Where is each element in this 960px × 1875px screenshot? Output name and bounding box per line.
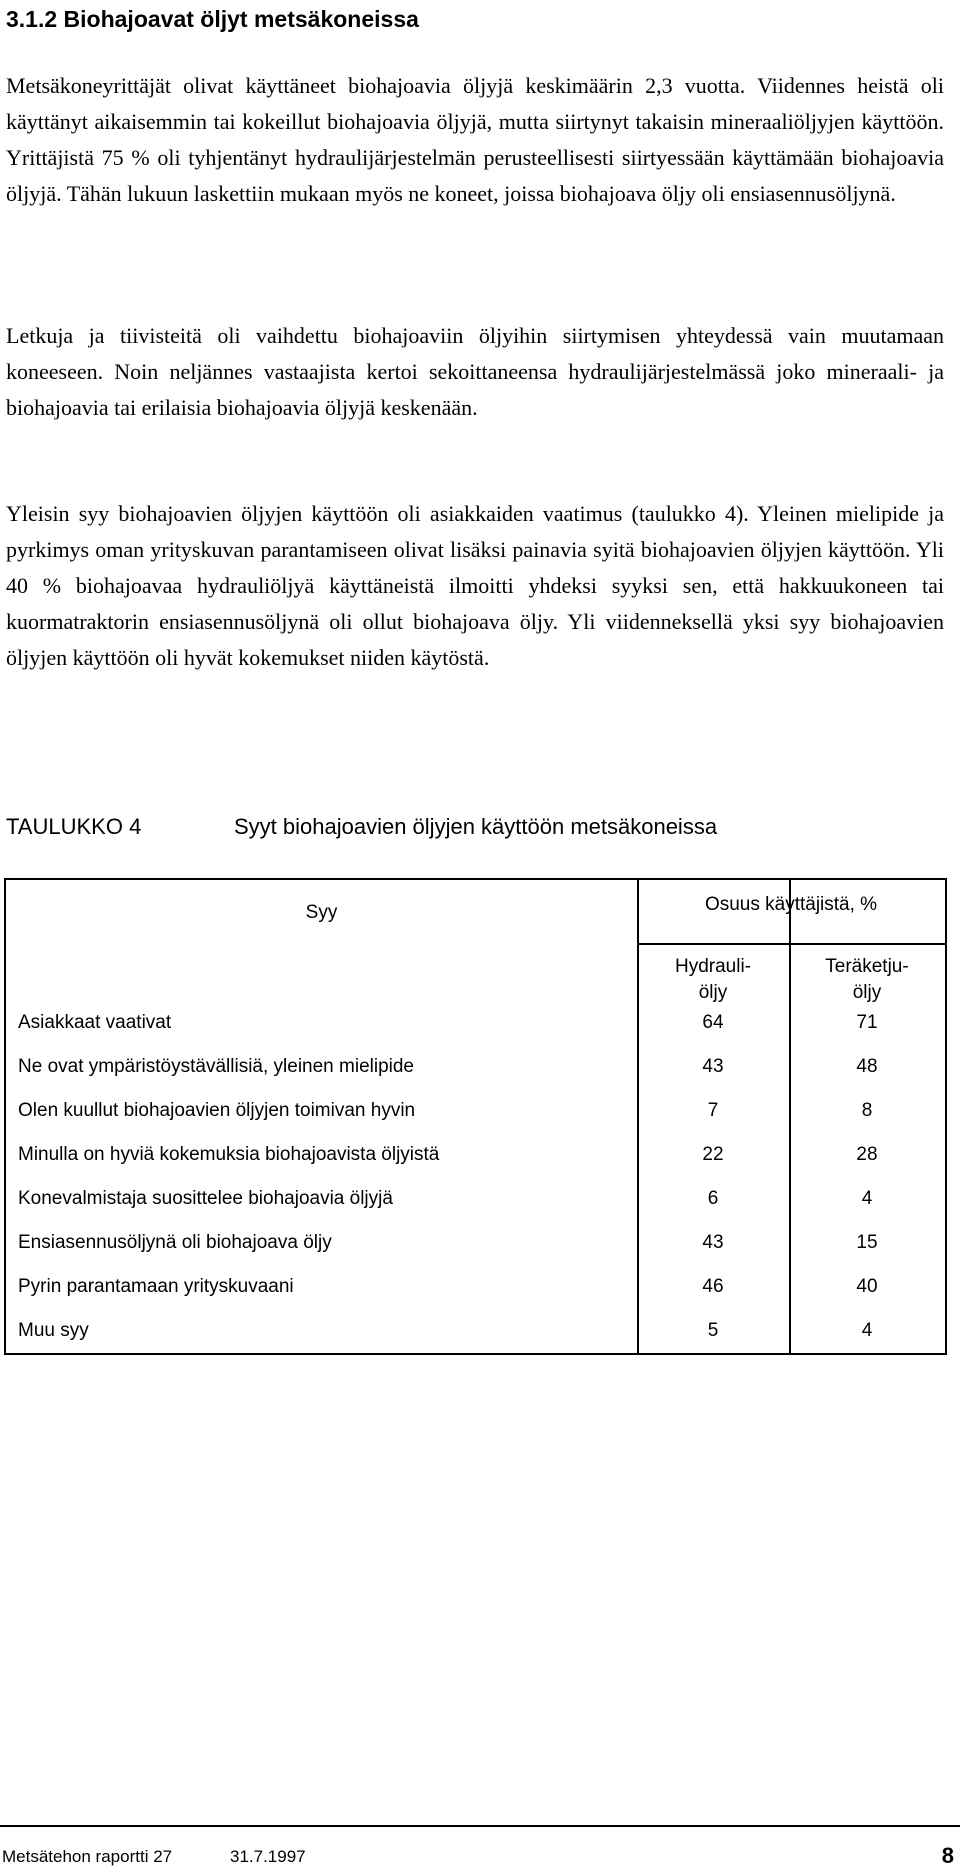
footer-source: Metsätehon raportti 27 — [2, 1847, 173, 1866]
row-reason: Asiakkaat vaativat — [18, 1012, 172, 1033]
page-footer — [0, 1825, 960, 1867]
row-hydraulic-value: 43 — [702, 1056, 724, 1077]
table-row — [6, 1230, 945, 1274]
row-hydraulic-value: 5 — [707, 1320, 719, 1341]
header-hydraulic-oil-line1: Hydrauli- — [674, 956, 752, 977]
row-hydraulic-value: 6 — [707, 1188, 719, 1209]
header-chain-oil-line1: Teräketju- — [825, 956, 909, 977]
table-row — [6, 1054, 945, 1098]
row-chain-value: 15 — [856, 1232, 878, 1253]
row-chain-value: 4 — [861, 1320, 873, 1341]
row-chain-value: 28 — [856, 1144, 878, 1165]
row-hydraulic-value: 64 — [702, 1012, 724, 1033]
row-hydraulic-value: 46 — [702, 1276, 724, 1297]
row-hydraulic-value: 7 — [707, 1100, 719, 1121]
table-row — [6, 1098, 945, 1142]
row-reason: Muu syy — [18, 1320, 89, 1341]
table-row — [6, 1142, 945, 1186]
header-chain-oil — [789, 954, 945, 1006]
row-chain-value: 48 — [856, 1056, 878, 1077]
table-label: TAULUKKO 4 — [6, 814, 142, 839]
header-hydraulic-oil — [637, 954, 789, 1006]
paragraph-3: Yleisin syy biohajoavien öljyjen käyttöön oli asiakkaiden vaatimus (taulukko 4). Yleinen mielipide ja pyrkimys oman yrityskuvan parantamiseen olivat lisäksi painavia syitä biohajoavien öljyjen käyttöön. Yli 40 % biohajoavaa hydrauliöljyä käyttäneistä ilmoitti yhdeksi syyksi sen, että hakkuukoneen tai kuormatraktorin ensiasennusöljynä oli ollut biohajoava öljy. Yli viidenneksellä yksi syy biohajoavien öljyjen käyttöön oli hyvät kokemukset niiden käytöstä. — [6, 501, 944, 670]
table-row — [6, 1010, 945, 1054]
table-title: Syyt biohajoavien öljyjen käyttöön metsäkoneissa — [234, 814, 718, 839]
paragraph-2: Letkuja ja tiivisteitä oli vaihdettu biohajoaviin öljyihin siirtymisen yhteydessä vain muutamaan koneeseen. Noin neljännes vastaajista kertoi sekoittaneensa hydraulijärjestelmässä joko mineraali- ja biohajoavia tai erilaisia biohajoavia öljyjä keskenään. — [6, 323, 944, 420]
footer-date: 31.7.1997 — [230, 1847, 306, 1866]
table-row — [6, 1274, 945, 1318]
row-reason: Ensiasennusöljynä oli biohajoava öljy — [18, 1232, 332, 1253]
row-reason: Konevalmistaja suosittelee biohajoavia öljyjä — [18, 1188, 393, 1209]
reasons-table — [4, 878, 947, 1355]
table-row — [6, 1186, 945, 1230]
row-reason: Pyrin parantamaan yrityskuvaani — [18, 1276, 294, 1297]
header-reason: Syy — [305, 902, 338, 923]
row-chain-value: 71 — [856, 1012, 878, 1033]
paragraph-1: Metsäkoneyrittäjät olivat käyttäneet biohajoavia öljyjä keskimäärin 2,3 vuotta. Viidennes heistä oli käyttänyt aikaisemmin tai kokeillut biohajoavia öljyjä, mutta siirtynyt takaisin mineraaliöljyjen käyttöön. Yrittäjistä 75 % oli tyhjentänyt hydraulijärjestelmän perusteellisesti siirtyessään käyttämään biohajoavia öljyjä. Tähän lukuun laskettiin mukaan myös ne koneet, joissa biohajoava öljy oli ensiasennusöljynä. — [6, 73, 944, 206]
row-chain-value: 4 — [861, 1188, 873, 1209]
row-reason: Minulla on hyviä kokemuksia biohajoavista öljyistä — [18, 1144, 440, 1165]
row-chain-value: 8 — [861, 1100, 873, 1121]
row-chain-value: 40 — [856, 1276, 878, 1297]
row-reason: Olen kuullut biohajoavien öljyjen toimivan hyvin — [18, 1100, 416, 1121]
header-hydraulic-oil-line2: öljy — [698, 982, 728, 1003]
header-share: Osuus käyttäjistä, % — [704, 894, 878, 915]
section-heading: 3.1.2 Biohajoavat öljyt metsäkoneissa — [6, 6, 419, 32]
table-row — [6, 1318, 945, 1362]
page-number: 8 — [941, 1843, 954, 1868]
row-hydraulic-value: 43 — [702, 1232, 724, 1253]
table-divider — [637, 943, 945, 945]
row-hydraulic-value: 22 — [702, 1144, 724, 1165]
row-reason: Ne ovat ympäristöystävällisiä, yleinen mielipide — [18, 1056, 415, 1077]
header-chain-oil-line2: öljy — [852, 982, 882, 1003]
